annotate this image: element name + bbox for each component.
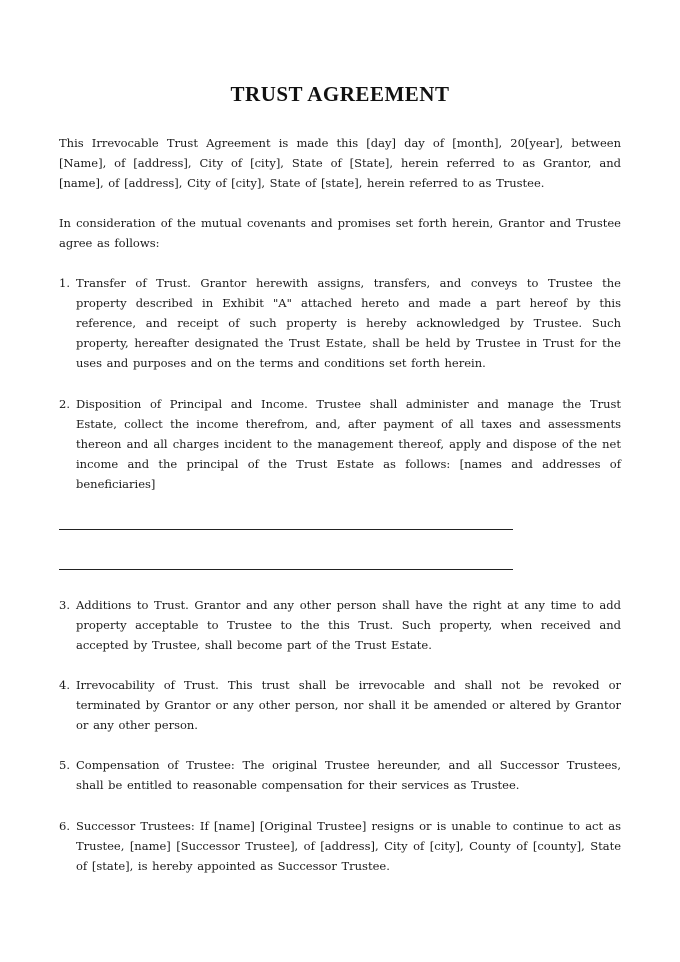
clause-irrevocability	[59, 675, 621, 735]
clause-text: Successor Trustees: If [name] [Original Trustee] resigns or is unable to continue to act as Trustee, [name] [Successor Trustee], of [address], City of [city], County of [county], State of [state], is hereby appointed as Successor Trustee.	[76, 819, 621, 873]
clause-disposition	[59, 394, 621, 494]
clause-text: Disposition of Principal and Income. Trustee shall administer and manage the Trust Estate, collect the income therefrom, and, after payment of all taxes and assessments thereon and all charges incident to the management thereof, apply and dispose of the net income and the principal of the Trust Estate as follows: [names and addresses of beneficiaries]	[76, 397, 621, 491]
clause-number: 4.	[59, 678, 70, 692]
clause-compensation	[59, 755, 621, 795]
clause-text: Irrevocability of Trust. This trust shall be irrevocable and shall not be revoked or terminated by Grantor or any other person, nor shall it be amended or altered by Grantor or any other person.	[76, 678, 621, 732]
clause-number: 1.	[59, 276, 70, 290]
beneficiary-blank-line-2	[59, 569, 513, 570]
clause-successor-trustees	[59, 816, 621, 876]
clause-number: 2.	[59, 397, 70, 411]
clause-text: Additions to Trust. Grantor and any other person shall have the right at any time to add property acceptable to Trustee to the this Trust. Such property, when received and accepted by Trustee, shall become part of the Trust Estate.	[76, 598, 621, 652]
clause-number: 3.	[59, 598, 70, 612]
clause-number: 5.	[59, 758, 70, 772]
document-title: TRUST AGREEMENT	[230, 82, 450, 106]
clause-number: 6.	[59, 819, 70, 833]
consideration-paragraph: In consideration of the mutual covenants and promises set forth herein, Grantor and Trustee agree as follows:	[59, 216, 621, 250]
clause-transfer-of-trust	[59, 273, 621, 373]
intro-paragraph: This Irrevocable Trust Agreement is made this [day] day of [month], 20[year], between [Name], of [address], City of [city], State of [State], herein referred to as Grantor, and [name], of [address], City of [city], State of [state], herein referred to as Trustee.	[59, 136, 621, 190]
clause-additions	[59, 595, 621, 655]
beneficiary-blank-line-1	[59, 529, 513, 530]
clause-text: Transfer of Trust. Grantor herewith assigns, transfers, and conveys to Trustee the property described in Exhibit "A" attached hereto and made a part hereof by this reference, and receipt of such property is hereby acknowledged by Trustee. Such property, hereafter designated the Trust Estate, shall be held by Trustee in Trust for the uses and purposes and on the terms and conditions set forth herein.	[76, 276, 621, 370]
clause-text: Compensation of Trustee: The original Trustee hereunder, and all Successor Trustees, shall be entitled to reasonable compensation for their services as Trustee.	[76, 758, 621, 792]
